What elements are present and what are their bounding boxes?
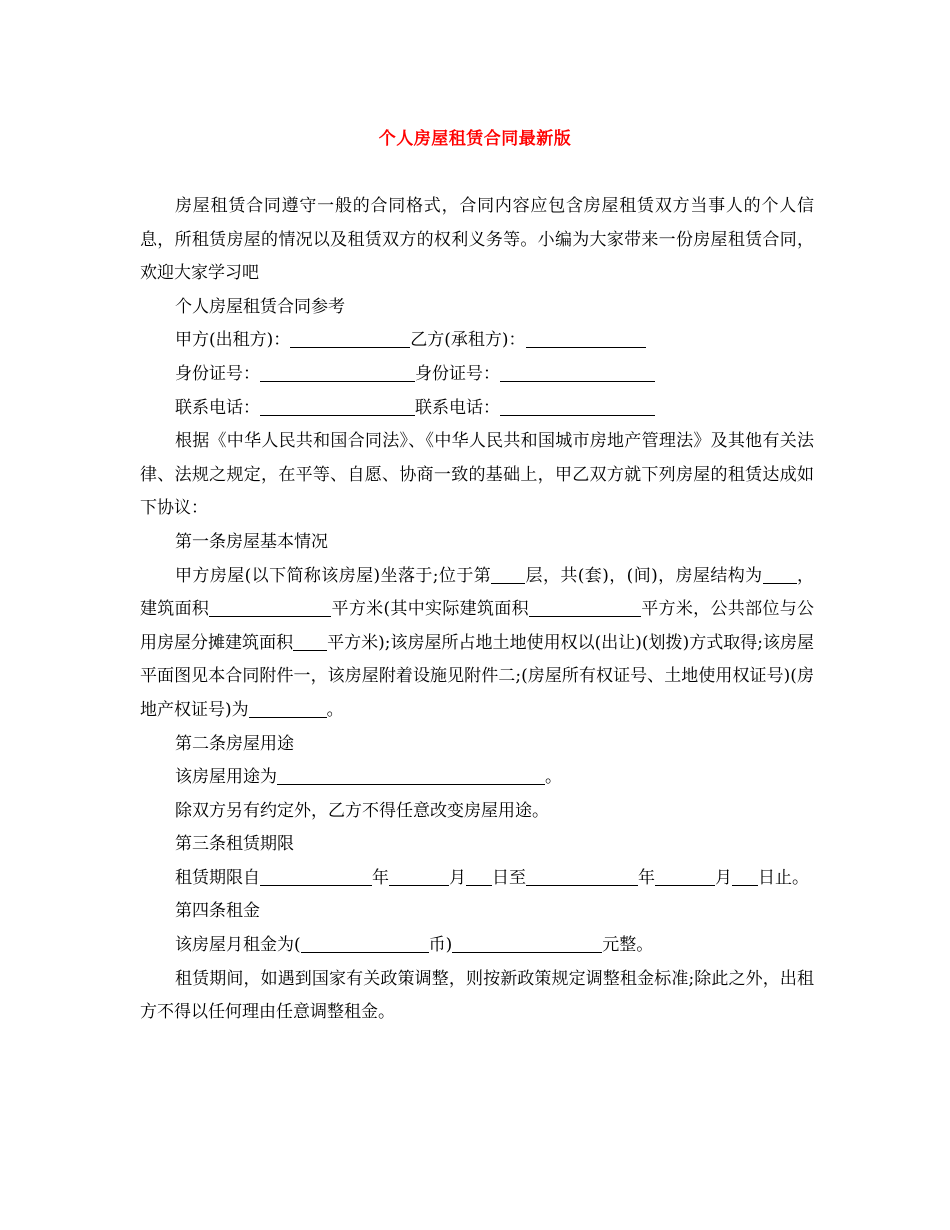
article-3-heading: 第三条租赁期限 <box>175 834 294 855</box>
start-year-text: 年 <box>372 867 389 888</box>
article-3-period <box>140 862 814 896</box>
id-a-blank <box>260 361 415 382</box>
end-day-blank <box>732 865 758 886</box>
rent-label: 该房屋月租金为( <box>175 935 301 956</box>
start-day-blank <box>466 865 492 886</box>
start-month-blank <box>389 865 449 886</box>
party-a-blank <box>290 327 410 348</box>
phone-line <box>140 392 814 426</box>
end-month-text: 月 <box>715 867 732 888</box>
end-year-text: 年 <box>638 867 655 888</box>
rent-amount-blank <box>452 932 602 953</box>
article-1-paragraph <box>140 560 814 728</box>
article-4-adjustment: 租赁期间，如遇到国家有关政策调整，则按新政策规定调整租金标准;除此之外，出租方不得以任何理由任意调整租金。 <box>140 968 814 1023</box>
art1-text-4: 平方米(其中实际建筑面积 <box>331 599 529 620</box>
phone-a-blank <box>260 395 415 416</box>
art1-text-1: 甲方房屋(以下简称该房屋)坐落于;位于第 <box>175 565 492 586</box>
document-title: 个人房屋租赁合同最新版 <box>378 129 572 149</box>
floor-blank <box>491 563 525 584</box>
id-a-label: 身份证号： <box>175 363 260 384</box>
end-year-blank <box>526 865 638 886</box>
rent-end-text: 元整。 <box>602 935 654 956</box>
use-blank <box>277 764 545 785</box>
floor-area-blank <box>209 596 331 617</box>
start-day-text: 日至 <box>492 867 526 888</box>
article-2-use <box>140 761 814 795</box>
art1-text-2: 层，共(套)，(间)，房屋结构为 <box>525 565 763 586</box>
start-month-text: 月 <box>449 867 466 888</box>
end-day-text: 日止。 <box>758 867 809 888</box>
art1-text-6: 平方米);该房屋所占地土地使用权以(出让)(划拨)方式取得;该房屋平面图见本合同附件一，该房屋附着设施见附件二;(房屋所有权证号、土地使用权证号)(房地产权证号)为 <box>140 632 814 720</box>
shared-area-blank <box>293 630 327 651</box>
article-1-heading: 第一条房屋基本情况 <box>175 531 328 552</box>
article-2-heading: 第二条房屋用途 <box>175 733 294 754</box>
certificate-blank <box>249 697 327 718</box>
currency-text: 币) <box>428 935 453 956</box>
currency-blank <box>301 932 429 953</box>
reference-heading: 个人房屋租赁合同参考 <box>175 296 345 317</box>
basis-paragraph: 根据《中华人民共和国合同法》、《中华人民共和国城市房地产管理法》及其他有关法律、法规之规定，在平等、自愿、协商一致的基础上，甲乙双方就下列房屋的租赁达成如下协议： <box>140 431 814 519</box>
article-4-heading: 第四条租金 <box>175 901 260 922</box>
start-year-blank <box>260 865 372 886</box>
id-line <box>140 358 814 392</box>
article-2-restriction: 除双方另有约定外，乙方不得任意改变房屋用途。 <box>175 800 549 821</box>
article-4-rent <box>140 929 814 963</box>
use-label: 该房屋用途为 <box>175 767 277 788</box>
art1-text-3: ，建筑面积 <box>140 565 815 620</box>
phone-b-label: 联系电话： <box>415 397 500 418</box>
intro-paragraph: 房屋租赁合同遵守一般的合同格式，合同内容应包含房屋租赁双方当事人的个人信息，所租赁房屋的情况以及租赁双方的权利义务等。小编为大家带来一份房屋租赁合同，欢迎大家学习吧 <box>140 196 814 284</box>
period-label: 租赁期限自 <box>175 867 260 888</box>
party-line <box>140 324 814 358</box>
art1-text-7: 。 <box>326 699 344 720</box>
end-month-blank <box>655 865 715 886</box>
party-b-blank <box>526 327 646 348</box>
id-b-blank <box>500 361 655 382</box>
phone-b-blank <box>500 395 655 416</box>
structure-blank <box>763 563 797 584</box>
party-a-label: 甲方(出租方)： <box>175 330 291 351</box>
document-body <box>140 190 814 1030</box>
party-b-label: 乙方(承租方)： <box>410 330 526 351</box>
actual-area-blank <box>529 596 641 617</box>
art1-text-5: 平方米，公共部位与公用房屋分摊建筑面积 <box>140 599 815 653</box>
phone-a-label: 联系电话： <box>175 397 260 418</box>
use-end: 。 <box>545 767 562 788</box>
id-b-label: 身份证号： <box>415 363 500 384</box>
